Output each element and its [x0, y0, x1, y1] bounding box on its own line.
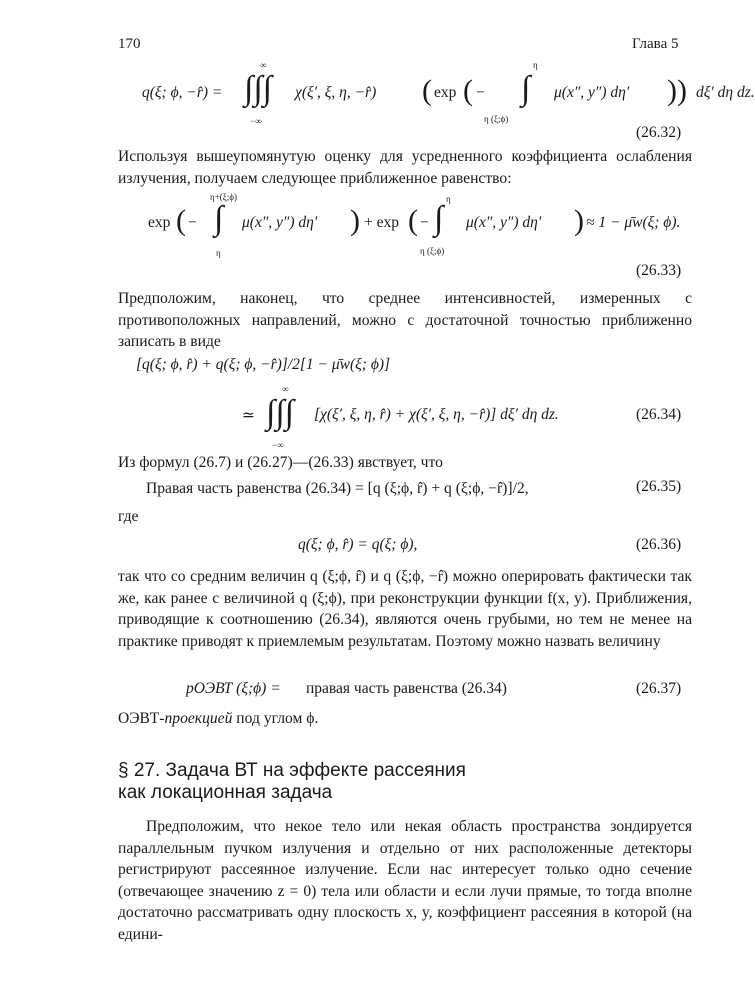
- text-line: где: [118, 508, 139, 525]
- integral-sign: ∫: [214, 200, 224, 237]
- triple-integral-sign: ∫∫∫: [244, 70, 272, 107]
- equation-26-32: [120, 58, 755, 138]
- paragraph: Предположим, наконец, что среднее интенсивностей, измеренных с противоположных направлений, можно с достаточной точностью приближенно записать в виде: [118, 290, 692, 350]
- inner-upper-limit: η: [533, 60, 538, 70]
- paragraph: Используя вышеупомянутую оценку для усредненного коэффициента ослабления излучения, получаем следующее приближенное равенство:: [118, 148, 692, 187]
- integral-sign: ∫: [434, 200, 444, 237]
- exp-label: exp: [434, 84, 457, 101]
- inner-lower-limit: η (ξ;ϕ): [484, 114, 509, 124]
- minus-sign: −: [188, 214, 197, 231]
- equation-number: (26.37): [636, 680, 682, 697]
- equation-26-33: [120, 192, 700, 262]
- open-paren: (: [408, 204, 418, 237]
- eq-rhs: правая часть равенства (26.34): [306, 680, 507, 697]
- integral-upper-limit: ∞: [260, 60, 267, 70]
- minus-sign: −: [476, 84, 485, 101]
- open-paren: (: [176, 204, 186, 237]
- section-heading-line: как локационная задача: [118, 782, 333, 803]
- section-heading: [118, 760, 466, 804]
- integral-lower-limit: −∞: [272, 440, 284, 450]
- page-number: 170: [118, 36, 141, 52]
- close-paren: ): [350, 204, 360, 237]
- eq-tail: dξ′ dη dz.: [696, 84, 755, 101]
- equation-26-35: Правая часть равенства (26.34) = [q (ξ;ϕ, r̂) + q (ξ;ϕ, −r̂)]/2,: [146, 480, 529, 497]
- section-heading-line: § 27. Задача ВТ на эффекте рассеяния: [118, 760, 466, 781]
- inner-integrand: μ(x″, y″) dη′: [466, 214, 542, 231]
- integral-sign: ∫: [521, 70, 531, 107]
- lower-limit: η: [216, 248, 221, 258]
- eq-rhs: ≈ 1 − μ̄w(ξ; ϕ).: [586, 214, 681, 231]
- integral-upper-limit: ∞: [282, 384, 289, 394]
- equation-number: (26.36): [636, 536, 682, 553]
- open-paren: (: [422, 74, 432, 107]
- suffix: под углом ϕ.: [232, 710, 319, 727]
- equation-number: (26.34): [636, 406, 682, 423]
- equation-26-34-line2: [240, 380, 640, 450]
- prefix: ОЭВТ-: [118, 710, 165, 727]
- inner-integrand: μ(x″, y″) dη′: [242, 214, 318, 231]
- upper-limit: η: [446, 194, 451, 204]
- close-paren: )): [667, 74, 687, 107]
- triple-integral-sign: ∫∫∫: [266, 394, 294, 431]
- eq-integrand: [χ(ξ′, ξ, η, r̂) + χ(ξ′, ξ, η, −r̂)] dξ′ dη dz.: [314, 406, 559, 423]
- approx-sign: ≃: [242, 407, 255, 424]
- lower-limit: η (ξ;ϕ): [420, 246, 445, 256]
- plus-exp: + exp: [364, 214, 399, 231]
- minus-sign: −: [420, 214, 429, 231]
- text-line: [118, 708, 318, 730]
- equation-number: (26.33): [636, 262, 682, 279]
- eq-lhs: pОЭВТ (ξ;ϕ) =: [186, 680, 281, 697]
- paragraph: так что со средним величин q (ξ;ϕ, r̂) и q (ξ;ϕ, −r̂) можно оперировать фактически так же, как ранее с величиной q (ξ;ϕ), при реконструкции функции f(x, y). Приближения, приводящие к соотношению (26.34), являются очень грубыми, но тем не менее на практике приводят к приемлемым результатам. Поэтому можно назвать величину: [118, 568, 692, 650]
- paragraph: Предположим, что некое тело или некая область пространства зондируется параллельным пучком излучения и отдельно от них расположенные детекторы регистрируют рассеянное излучение. Если нас интересует только одно сечение (отвечающее значению z = 0) тела или области и если лучи прямые, то тогда вполне достаточно рассматривать одну плоскость x, y, коэффициент рассеяния в которой (на едини-: [118, 818, 692, 943]
- eq-lhs: q(ξ; ϕ, −r̂) =: [142, 84, 223, 101]
- open-paren: (: [463, 74, 473, 107]
- equation-number: (26.35): [636, 478, 682, 495]
- upper-limit: η+(ξ;ϕ): [210, 192, 238, 202]
- eq-integrand: χ(ξ′, ξ, η, −r̂): [295, 84, 377, 101]
- chapter-label: Глава 5: [632, 36, 679, 52]
- emphasis: проекцией: [164, 710, 233, 727]
- close-paren: ): [574, 204, 584, 237]
- exp-label: exp: [148, 214, 171, 231]
- integral-lower-limit: −∞: [250, 116, 262, 126]
- text-line: Из формул (26.7) и (26.27)—(26.33) явствует, что: [118, 454, 443, 471]
- equation-26-36: q(ξ; ϕ, r̂) = q(ξ; ϕ),: [298, 536, 418, 553]
- equation-number: (26.32): [636, 124, 682, 141]
- equation-26-34-line1: [q(ξ; ϕ, r̂) + q(ξ; ϕ, −r̂)]/2[1 − μ̄w(ξ; ϕ)]: [136, 356, 391, 373]
- inner-integrand: μ(x″, y″) dη′: [554, 84, 630, 101]
